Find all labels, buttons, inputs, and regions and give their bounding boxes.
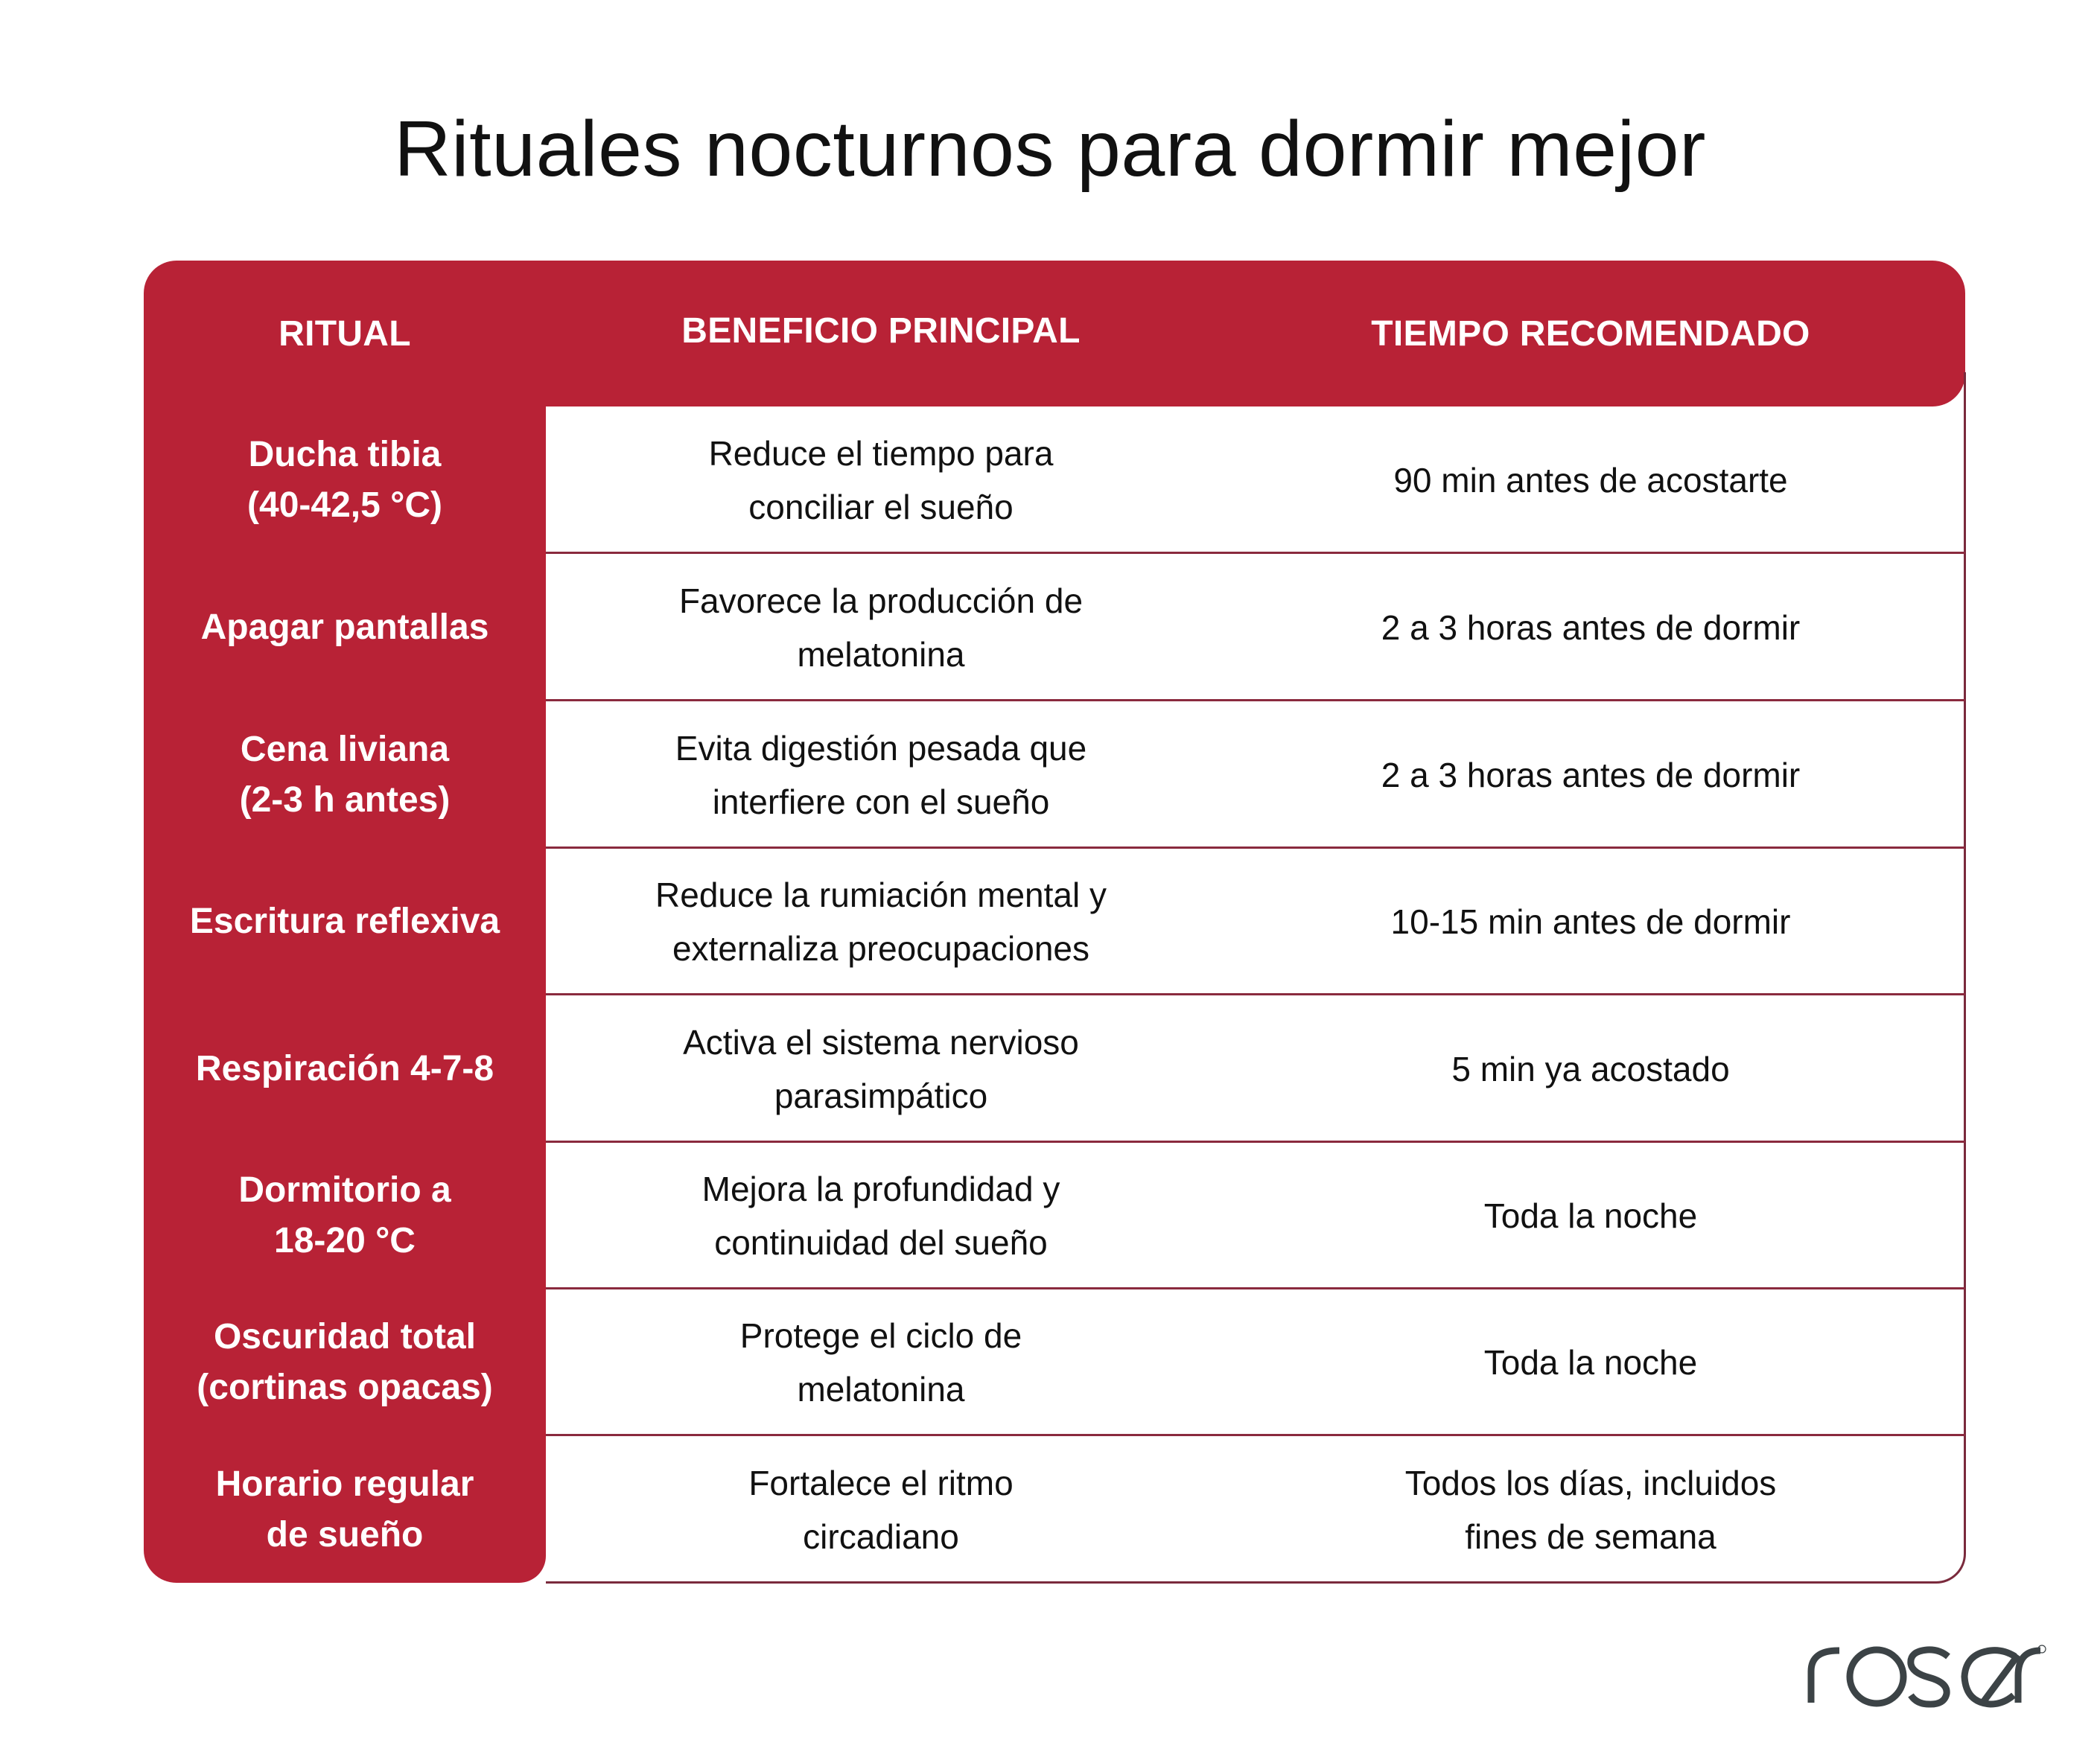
ritual-cell-line: (cortinas opacas) (197, 1368, 493, 1407)
ritual-cell-line: de sueño (266, 1515, 424, 1555)
tiempo-cell-line: Todos los días, incluidos (1404, 1464, 1777, 1502)
beneficio-cell-line: Protege el ciclo de (739, 1316, 1022, 1355)
beneficio-cell-line: Mejora la profundidad y (701, 1170, 1060, 1208)
beneficio-cell-line: continuidad del sueño (714, 1223, 1048, 1262)
beneficio-cell-line: circadiano (803, 1517, 959, 1556)
tiempo-cell (1216, 1144, 1965, 1288)
beneficio-cell-line: Reduce el tiempo para (708, 433, 1054, 473)
row-divider (546, 699, 1965, 701)
ritual-cell (144, 1290, 546, 1435)
tiempo-cell (1216, 1437, 1965, 1583)
tiempo-cell (1216, 702, 1965, 847)
beneficio-cell-line: melatonina (797, 1370, 965, 1409)
ritual-cell-line: Dormitorio a (238, 1170, 451, 1210)
tiempo-cell-line: 2 a 3 horas antes de dormir (1381, 608, 1801, 647)
tiempo-cell-line: 5 min ya acostado (1451, 1049, 1730, 1088)
ritual-cell (144, 849, 546, 994)
ritual-cell (144, 996, 546, 1141)
page-title: Rituales nocturnos para dormir mejor (394, 105, 1706, 193)
beneficio-cell (546, 1144, 1216, 1288)
ritual-cell (144, 407, 546, 552)
ritual-cell-line: Horario regular (215, 1464, 474, 1504)
row-divider (546, 552, 1965, 554)
beneficio-cell-line: Evita digestión pesada que (675, 728, 1087, 768)
beneficio-cell (546, 996, 1216, 1141)
tiempo-cell-line: Toda la noche (1483, 1196, 1698, 1235)
ritual-cell (144, 555, 546, 700)
ritual-cell-line: Respiración 4-7-8 (195, 1048, 494, 1088)
beneficio-cell-line: Activa el sistema nervioso (683, 1022, 1079, 1062)
tiempo-cell-line: 10-15 min antes de dormir (1390, 902, 1791, 941)
header-tiempo: TIEMPO RECOMENDADO (1371, 313, 1810, 354)
ritual-cell-line: Apagar pantallas (200, 607, 489, 647)
row-divider (546, 1141, 1965, 1143)
beneficio-cell-line: melatonina (797, 634, 965, 674)
tiempo-cell-line: Toda la noche (1483, 1343, 1698, 1382)
beneficio-cell-line: Favorece la producción de (678, 581, 1084, 620)
row-divider (546, 1287, 1965, 1289)
beneficio-cell (546, 702, 1216, 847)
row-divider (546, 993, 1965, 995)
beneficio-cell-line: interfiere con el sueño (712, 782, 1050, 821)
ritual-cell-line: Oscuridad total (213, 1317, 477, 1356)
ritual-cell-line: Escritura reflexiva (189, 902, 500, 941)
ritual-cell-line: (40-42,5 °C) (247, 485, 442, 525)
beneficio-cell-line: Fortalece el ritmo (748, 1464, 1014, 1502)
beneficio-cell (546, 407, 1216, 552)
ritual-cell (144, 1144, 546, 1288)
beneficio-cell-line: externaliza preocupaciones (672, 929, 1089, 968)
tiempo-cell (1216, 555, 1965, 700)
ritual-cell-line: Cena liviana (240, 729, 450, 769)
beneficio-cell (546, 1437, 1216, 1583)
beneficio-cell-line: conciliar el sueño (748, 487, 1014, 526)
tiempo-cell (1216, 849, 1965, 994)
tiempo-cell (1216, 1290, 1965, 1435)
rosen-logo (1802, 1642, 2048, 1709)
ritual-cell (144, 702, 546, 847)
tiempo-cell (1216, 407, 1965, 552)
beneficio-cell (546, 555, 1216, 700)
tiempo-cell-line: fines de semana (1465, 1517, 1716, 1556)
tiempo-cell (1216, 996, 1965, 1141)
ritual-cell (144, 1437, 546, 1583)
beneficio-cell-line: parasimpático (774, 1076, 988, 1115)
rituals-table (144, 261, 1965, 1583)
tiempo-cell-line: 90 min antes de acostarte (1393, 460, 1788, 500)
ritual-cell-line: Ducha tibia (248, 434, 442, 474)
beneficio-cell (546, 1290, 1216, 1435)
row-divider (546, 1434, 1965, 1436)
row-divider (546, 846, 1965, 849)
ritual-cell-line: (2-3 h antes) (239, 779, 451, 820)
header-ritual: RITUAL (279, 313, 411, 354)
header-beneficio: BENEFICIO PRINCIPAL (681, 310, 1081, 351)
ritual-cell-line: 18-20 °C (274, 1221, 416, 1260)
beneficio-cell-line: Reduce la rumiación mental y (655, 876, 1107, 914)
beneficio-cell (546, 849, 1216, 994)
tiempo-cell-line: 2 a 3 horas antes de dormir (1381, 755, 1801, 794)
